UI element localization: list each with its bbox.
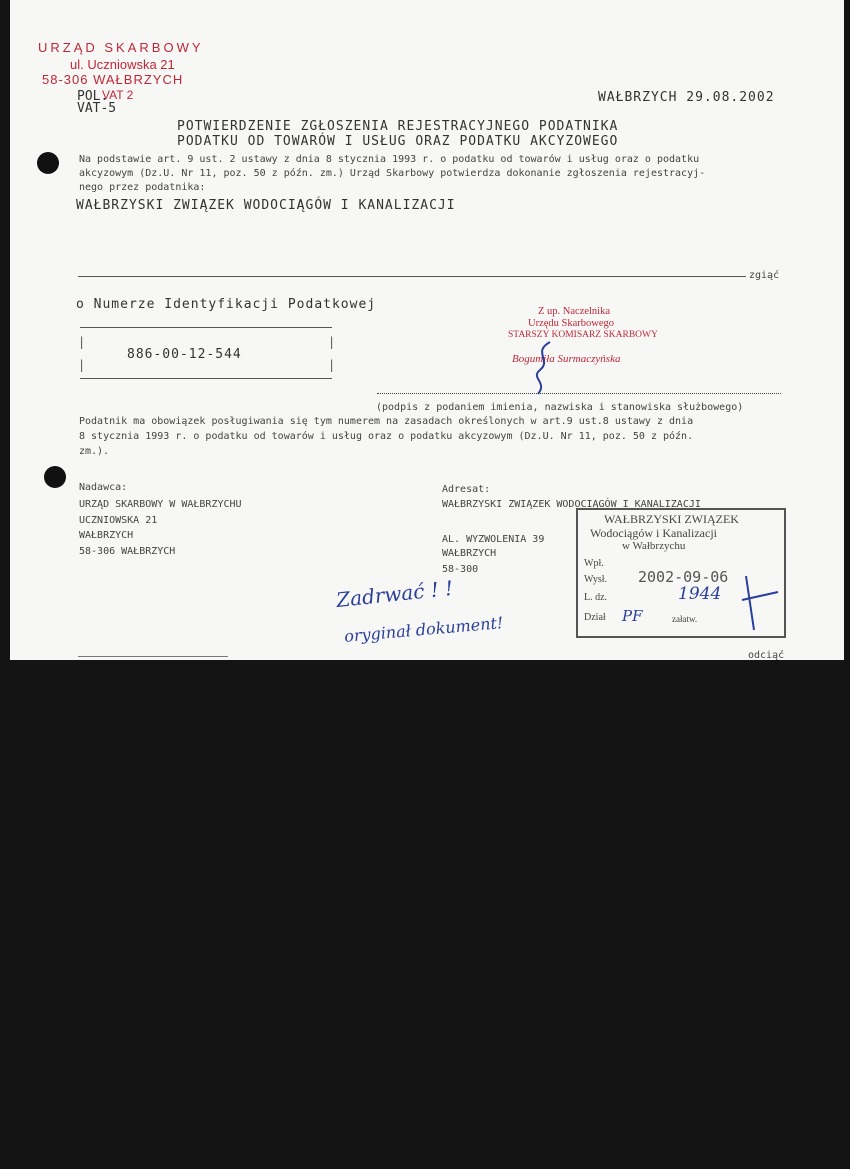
title-line-2: PODATKU OD TOWARÓW I USŁUG ORAZ PODATKU AKCYZOWEGO [177,134,619,149]
sender-line-1: URZĄD SKARBOWY W WAŁBRZYCHU [79,499,242,510]
form-code-stamp: VAT 2 [102,88,134,102]
cut-label: odciąć [748,650,785,661]
received-stamp [576,508,786,638]
received-dept-value: PF [622,607,643,625]
title-line-1: POTWIERDZENIE ZGŁOSZENIA REJESTRACYJNEGO PODATNIKA [177,119,619,134]
obligation-line-1: Podatnik ma obowiązek posługiwania się tym numerem na zasadach określonych w art.9 ust.8 ustawy z dnia [79,416,694,427]
obligation-line-2: 8 stycznia 1993 r. o podatku od towarów i usług oraz o podatku akcyzowym (Dz.U. Nr 11, poz. 50 z późn. [79,431,694,442]
received-stamp-line-1: WAŁBRZYSKI ZWIĄZEK [604,512,739,526]
signature-caption: (podpis z podaniem imienia, nazwiska i stanowiska służbowego) [376,402,744,413]
form-type: VAT-5 [77,101,117,116]
legal-basis-line-3: nego przez podatnika: [79,182,206,193]
addressee-line-4: 58-300 [442,564,479,575]
fold-line [78,276,746,277]
nip-heading: o Numerze Identyfikacji Podatkowej [76,297,377,312]
received-label-done: załatw. [672,614,698,624]
official-stamp-line-1: Z up. Naczelnika [538,306,611,317]
place-date: WAŁBRZYCH 29.08.2002 [598,90,775,105]
addressee-line-1: WAŁBRZYSKI ZWIĄZEK WODOCIĄGÓW I KANALIZACJI [442,499,701,510]
received-number: 1944 [678,584,722,604]
office-stamp-city: 58-306 WAŁBRZYCH [42,72,184,87]
obligation-line-3: zm.). [79,446,110,457]
official-stamp-line-3: STARSZY KOMISARZ SKARBOWY [508,330,658,340]
received-stamp-line-3: w Wałbrzychu [622,540,686,552]
official-stamp-line-2: Urzędu Skarbowego [528,318,615,329]
office-stamp-street: ul. Uczniowska 21 [70,57,175,72]
received-check-icon [738,570,782,636]
office-stamp-name: URZĄD SKARBOWY [38,40,204,55]
received-label-sent: Wysł. [584,574,608,585]
sender-line-2: UCZNIOWSKA 21 [79,515,158,526]
handwritten-note-2: oryginał dokument! [343,613,505,646]
nip-value: 886-00-12-544 [127,347,242,362]
legal-basis-line-1: Na podstawie art. 9 ust. 2 ustawy z dnia 8 stycznia 1993 r. o podatku od towarów i usług oraz o podatku [79,154,700,165]
fold-label: zgiąć [749,270,780,281]
legal-basis-line-2: akcyzowym (Dz.U. Nr 11, poz. 50 z późn. zm.) Urząd Skarbowy potwierdza dokonanie zgłoszenia rejestracyj- [79,168,706,179]
punch-hole [44,466,66,488]
signature-dotted-line [377,393,781,394]
punch-hole [37,152,59,174]
nip-box-right-mark: | [328,335,336,349]
sender-label: Nadawca: [79,482,128,493]
received-label-ldz: L. dz. [584,592,608,603]
addressee-line-3: WAŁBRZYCH [442,548,497,559]
official-signature-icon [522,338,562,398]
addressee-line-2: AL. WYZWOLENIA 39 [442,534,545,545]
handwritten-note-1: Zadrwać ! ! [335,575,455,613]
received-label-dept: Dział [584,612,606,623]
sender-line-4: 58-306 WAŁBRZYCH [79,546,176,557]
nip-box-right-mark-2: | [328,358,336,372]
nip-box-left-mark: | [78,335,86,349]
taxpayer-name: WAŁBRZYSKI ZWIĄZEK WODOCIĄGÓW I KANALIZACJI [76,198,456,213]
received-label-in: Wpł. [584,558,604,569]
document-page [10,0,844,660]
nip-box-left-mark-2: | [78,358,86,372]
sender-line-3: WAŁBRZYCH [79,530,134,541]
addressee-label: Adresat: [442,484,491,495]
official-stamp-signer: Bogumiła Surmaczyńska [512,353,621,365]
received-stamp-line-2: Wodociągów i Kanalizacji [590,526,717,540]
cut-line [78,656,228,657]
form-code: POL. [77,89,109,104]
received-date: 2002-09-06 [638,568,729,586]
